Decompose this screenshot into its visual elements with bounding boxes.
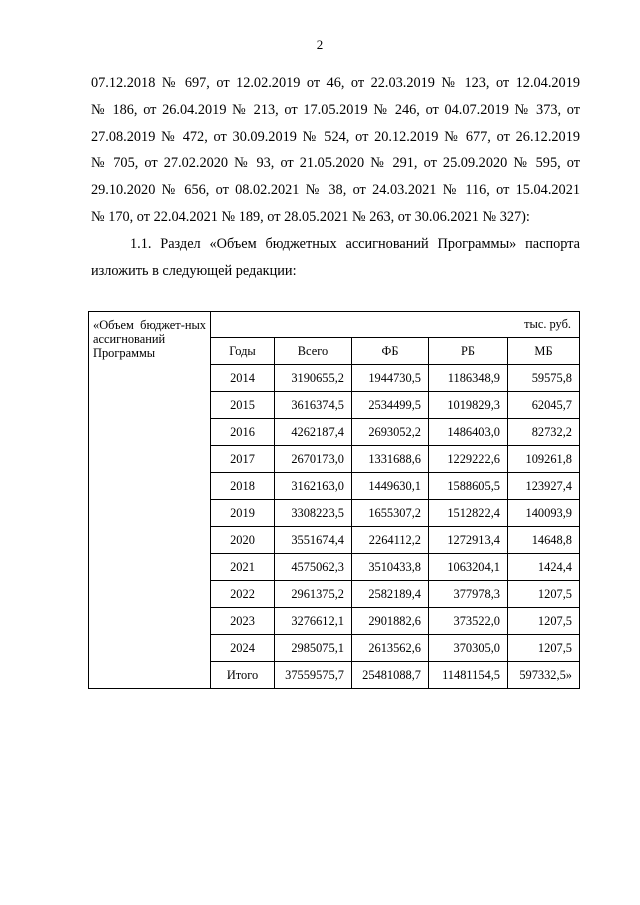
year-cell: 2017 xyxy=(211,446,275,473)
mb-cell: 1424,4 xyxy=(508,554,580,581)
fb-cell: 2613562,6 xyxy=(352,635,429,662)
total-cell: 4262187,4 xyxy=(275,419,352,446)
year-cell: 2021 xyxy=(211,554,275,581)
fb-cell: 2534499,5 xyxy=(352,392,429,419)
rb-cell: 1486403,0 xyxy=(429,419,508,446)
total-cell: 2985075,1 xyxy=(275,635,352,662)
paragraph-line: № 705, от 27.02.2020 № 93, от 21.05.2020 № 291, от 25.09.2020 № 595, от xyxy=(91,155,580,172)
paragraph-line: 07.12.2018 № 697, от 12.02.2019 от 46, от 22.03.2019 № 123, от 12.04.2019 xyxy=(91,75,580,91)
fb-cell: 2582189,4 xyxy=(352,581,429,608)
rb-cell: 1019829,3 xyxy=(429,392,508,419)
year-cell: 2023 xyxy=(211,608,275,635)
item-line: изложить в следующей редакции: xyxy=(91,262,297,279)
header-years: Годы xyxy=(211,338,275,365)
total-cell: 3616374,5 xyxy=(275,392,352,419)
rb-cell: 1588605,5 xyxy=(429,473,508,500)
total-cell: 3190655,2 xyxy=(275,365,352,392)
rb-cell: 1186348,9 xyxy=(429,365,508,392)
total-cell: 4575062,3 xyxy=(275,554,352,581)
rb-cell: 377978,3 xyxy=(429,581,508,608)
total-cell: 3276612,1 xyxy=(275,608,352,635)
mb-cell: 1207,5 xyxy=(508,581,580,608)
mb-cell: 140093,9 xyxy=(508,500,580,527)
year-cell: 2022 xyxy=(211,581,275,608)
mb-cell: 597332,5» xyxy=(508,662,580,689)
unit-label: тыс. руб. xyxy=(211,312,580,338)
total-cell: 2961375,2 xyxy=(275,581,352,608)
rb-cell: 370305,0 xyxy=(429,635,508,662)
mb-cell: 14648,8 xyxy=(508,527,580,554)
total-cell: 3551674,4 xyxy=(275,527,352,554)
paragraph-line: 27.08.2019 № 472, от 30.09.2019 № 524, от 20.12.2019 № 677, от 26.12.2019 xyxy=(91,128,580,145)
rb-cell: 1272913,4 xyxy=(429,527,508,554)
year-cell: 2019 xyxy=(211,500,275,527)
header-total: Всего xyxy=(275,338,352,365)
mb-cell: 59575,8 xyxy=(508,365,580,392)
body-text xyxy=(91,70,580,284)
year-cell: 2014 xyxy=(211,365,275,392)
paragraph-line: 29.10.2020 № 656, от 08.02.2021 № 38, от 24.03.2021 № 116, от 15.04.2021 xyxy=(91,182,580,199)
header-fb: ФБ xyxy=(352,338,429,365)
page-number: 2 xyxy=(316,37,324,52)
mb-cell: 1207,5 xyxy=(508,635,580,662)
fb-cell: 3510433,8 xyxy=(352,554,429,581)
fb-cell: 1331688,6 xyxy=(352,446,429,473)
rb-cell: 1229222,6 xyxy=(429,446,508,473)
table-row xyxy=(89,312,580,338)
mb-cell: 62045,7 xyxy=(508,392,580,419)
header-mb: МБ xyxy=(508,338,580,365)
year-cell: 2018 xyxy=(211,473,275,500)
fb-cell: 1655307,2 xyxy=(352,500,429,527)
total-cell: 2670173,0 xyxy=(275,446,352,473)
year-cell: 2024 xyxy=(211,635,275,662)
mb-cell: 109261,8 xyxy=(508,446,580,473)
year-cell: 2016 xyxy=(211,419,275,446)
paragraph-line: № 186, от 26.04.2019 № 213, от 17.05.2019 № 246, от 04.07.2019 № 373, от xyxy=(91,101,580,118)
year-cell: 2015 xyxy=(211,392,275,419)
item-line: 1.1. Раздел «Объем бюджетных ассигнований Программы» паспорта xyxy=(130,235,580,252)
mb-cell: 1207,5 xyxy=(508,608,580,635)
table-left-label: «Объем бюджет-ных ассигнований Программы xyxy=(89,312,211,689)
fb-cell: 2693052,2 xyxy=(352,419,429,446)
fb-cell: 2901882,6 xyxy=(352,608,429,635)
total-cell: 3308223,5 xyxy=(275,500,352,527)
fb-cell: 2264112,2 xyxy=(352,527,429,554)
total-cell: 3162163,0 xyxy=(275,473,352,500)
year-cell: 2020 xyxy=(211,527,275,554)
fb-cell: 1944730,5 xyxy=(352,365,429,392)
rb-cell: 1063204,1 xyxy=(429,554,508,581)
header-rb: РБ xyxy=(429,338,508,365)
rb-cell: 1512822,4 xyxy=(429,500,508,527)
fb-cell: 25481088,7 xyxy=(352,662,429,689)
mb-cell: 123927,4 xyxy=(508,473,580,500)
mb-cell: 82732,2 xyxy=(508,419,580,446)
budget-table xyxy=(88,311,580,689)
year-cell: Итого xyxy=(211,662,275,689)
rb-cell: 373522,0 xyxy=(429,608,508,635)
rb-cell: 11481154,5 xyxy=(429,662,508,689)
fb-cell: 1449630,1 xyxy=(352,473,429,500)
paragraph-line: № 170, от 22.04.2021 № 189, от 28.05.2021 № 263, от 30.06.2021 № 327): xyxy=(91,208,530,225)
total-cell: 37559575,7 xyxy=(275,662,352,689)
